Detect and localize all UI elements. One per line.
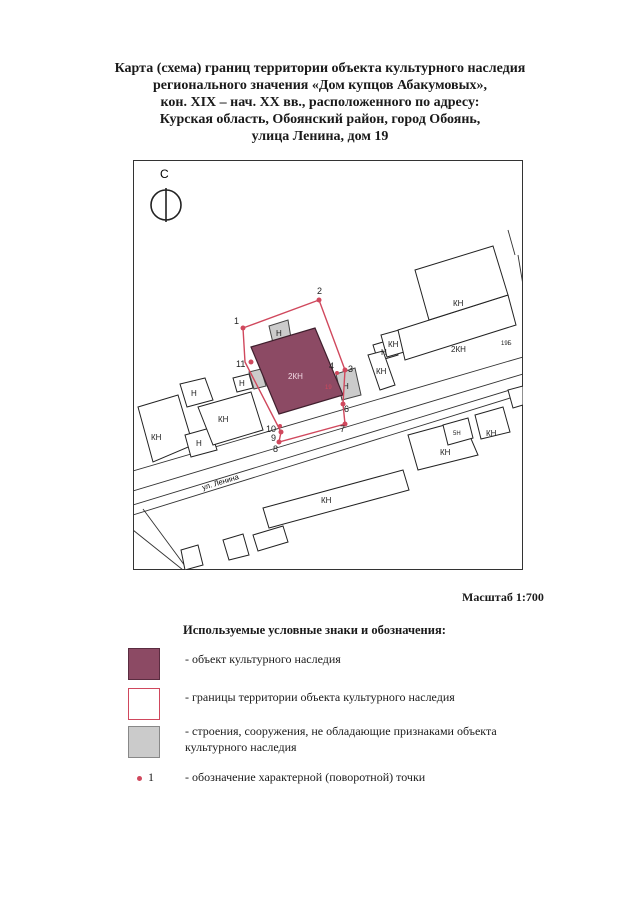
title-line-5: улица Ленина, дом 19 xyxy=(251,129,389,144)
map-title xyxy=(60,60,580,145)
legend-swatch-object xyxy=(128,648,160,680)
point-2 xyxy=(317,298,322,303)
legend-point-number: 1 xyxy=(148,770,154,784)
legend-label-boundary: - границы территории объекта культурного наследия xyxy=(185,690,455,704)
point-label-4: 4 xyxy=(329,361,335,371)
point-label-2: 2 xyxy=(317,286,323,296)
label-5n: 5Н xyxy=(453,431,461,437)
point-label-11: 11 xyxy=(236,359,246,369)
label-annex-n-top: Н xyxy=(276,329,282,338)
label-kn-mid: КН xyxy=(218,415,229,424)
point-1 xyxy=(241,326,246,331)
point-11 xyxy=(249,360,254,365)
map-scale: Масштаб 1:700 xyxy=(462,590,544,604)
label-kn-south-2: КН xyxy=(486,429,497,438)
title-line-2: регионального значения «Дом купцов Абакумовых», xyxy=(152,78,488,93)
point-label-9: 9 xyxy=(271,433,277,443)
title-line-1: Карта (схема) границ территории объекта культурного наследия xyxy=(114,61,526,76)
label-kn-south-1: КН xyxy=(440,448,451,457)
legend-label-object: - объект культурного наследия xyxy=(185,652,341,666)
point-9 xyxy=(279,430,284,435)
point-4 xyxy=(335,371,339,375)
point-3 xyxy=(343,368,348,373)
legend-title: Используемые условные знаки и обозначения: xyxy=(183,623,446,637)
label-n-right: Н xyxy=(381,348,387,357)
legend-swatch-other xyxy=(128,726,160,758)
label-kn-small: КН xyxy=(388,340,399,349)
boundary-map xyxy=(133,160,523,570)
point-dot-icon xyxy=(137,776,142,781)
legend-point-symbol xyxy=(137,770,154,785)
label-house-19: 19 xyxy=(325,385,332,391)
label-kn-19: КН xyxy=(376,367,387,376)
street-label: ул. Ленина xyxy=(200,472,240,492)
point-label-10: 10 xyxy=(266,424,277,434)
legend-label-other-2: культурного наследия xyxy=(185,740,297,754)
label-n-small: Н xyxy=(239,379,245,388)
label-kn-long: КН xyxy=(321,496,332,505)
legend-label-point: - обозначение характерной (поворотной) точки xyxy=(185,770,426,784)
label-kn-left: КН xyxy=(151,433,162,442)
north-label: С xyxy=(160,167,169,181)
label-19b: 19Б xyxy=(501,341,512,347)
point-label-6: 6 xyxy=(344,404,350,414)
point-label-3: 3 xyxy=(348,364,354,374)
legend-label-other-1: - строения, сооружения, не обладающие признаками объекта xyxy=(185,724,497,738)
label-annex-n-right: Н xyxy=(343,382,349,391)
point-label-7: 7 xyxy=(340,424,346,434)
point-10 xyxy=(278,424,282,428)
legend-swatch-boundary xyxy=(128,688,160,720)
title-line-4: Курская область, Обоянский район, город Обоянь, xyxy=(159,112,481,127)
label-kn-top: КН xyxy=(453,299,464,308)
label-2kn-19b: 2КН xyxy=(451,345,466,354)
point-label-8: 8 xyxy=(273,444,279,454)
label-n-left-2: Н xyxy=(196,439,202,448)
label-object-2kn: 2КН xyxy=(288,372,303,381)
title-line-3: кон. XIX – нач. XX вв., расположенного по адресу: xyxy=(160,95,480,110)
point-label-1: 1 xyxy=(234,316,240,326)
label-n-left-1: Н xyxy=(191,389,197,398)
